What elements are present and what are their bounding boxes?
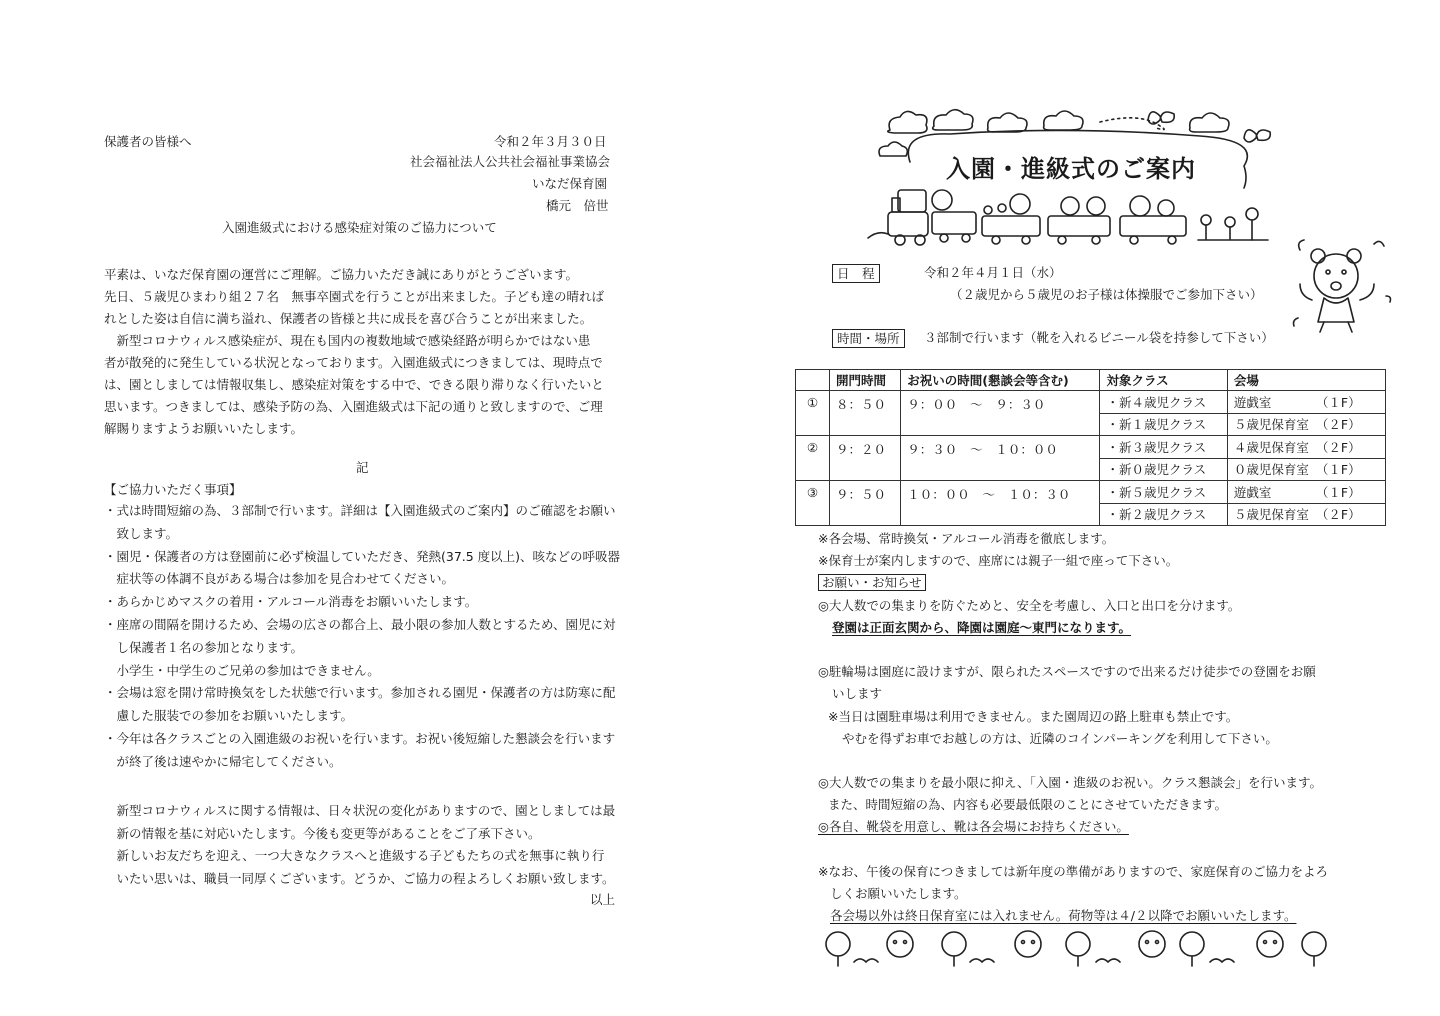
venue-cell (1227, 391, 1385, 414)
venue-cell (1227, 413, 1385, 436)
venue-room: ４歳児保育室 (1233, 439, 1309, 455)
start-time: ９：００ (907, 397, 958, 412)
venue-room: ０歳児保育室 (1233, 462, 1309, 478)
class-cell: ・新２歳児クラス (1100, 503, 1227, 526)
closing-line: 新型コロナウィルスに関する情報は、日々状況の変化がありますので、園としましては最 (104, 803, 616, 818)
class-cell: ・新３歳児クラス (1100, 436, 1227, 459)
train-icon (868, 190, 1186, 245)
ki-heading: 記 (356, 460, 369, 475)
author-name: 橋元 倍世 (546, 198, 609, 213)
venue-cell (1227, 436, 1385, 459)
closing-paragraph (104, 800, 634, 890)
note-line: ◎大人数での集まりを防ぐためと、安全を考慮し、入口と出口を分けます。 (818, 597, 1241, 613)
note-line: ※なお、午後の保育につきましては新年度の準備がありますので、家庭保育のご協力をよろ (818, 863, 1328, 879)
note-line: ◎大人数での集まりを最小限に抑え、「入園・進級のお祝い。クラス懇談会」を行います。 (818, 775, 1323, 791)
luggage-note: 各会場以外は終日保育室には入れません。荷物等は４/２以降でお願いいたします。 (830, 908, 1297, 924)
cloud-icon (933, 110, 973, 130)
cloud-icon (1044, 111, 1083, 130)
event-title: 入園・進級式のご案内 (946, 155, 1196, 183)
session-number: ① (796, 391, 830, 436)
list-item: ・あらかじめマスクの着用・アルコール消毒をお願いいたします。 (104, 594, 478, 610)
header-cell: 開門時間 (830, 370, 901, 391)
range-separator: ～ (982, 487, 996, 502)
venue-floor: （２F） (1315, 439, 1361, 455)
list-item: 症状等の体調不良がある場合は参加を見合わせてください。 (104, 571, 455, 587)
list-item: ・今年は各クラスごとの入園進級のお祝いを行います。お祝い後短縮した懇談会を行います (104, 730, 616, 746)
animal-faces-icon (932, 190, 1174, 216)
list-item: 慮した服装での参加をお願いいたします。 (104, 708, 354, 724)
butterfly-icon (1148, 112, 1174, 124)
spacer (818, 639, 1418, 661)
spacer (818, 750, 1418, 772)
session-number: ② (796, 436, 830, 481)
celebration-time (901, 391, 1100, 436)
venue-cell (1227, 503, 1385, 526)
schedule-table (795, 369, 1386, 526)
cloud-icon (988, 113, 1027, 132)
list-item: ・座席の間隔を開けるため、会場の広さの都合上、最小限の参加人数とするため、園児に対 (104, 616, 616, 632)
gate-open-time: ８：５０ (830, 391, 901, 436)
venue-cell (1227, 458, 1385, 481)
range-separator: ～ (970, 397, 983, 412)
celebration-time (901, 481, 1100, 526)
session-number: ③ (796, 481, 830, 526)
note-line: ◎駐輪場は園庭に設けますが、限られたスペースですので出来るだけ徒歩での登園をお願 (818, 664, 1316, 680)
venue-room: 遊戯室 (1233, 484, 1272, 500)
list-item: ・式は時間短縮の為、３部制で行います。詳細は【入園進級式のご案内】のご確認をお願い (104, 503, 616, 518)
event-date: 令和２年４月１日（水） (924, 265, 1062, 280)
venue-floor: （１F） (1315, 484, 1361, 500)
body-line: 解賜りますようお願いいたします。 (104, 421, 304, 436)
body-line: は、園としましては情報収集し、感染症対策をする中で、できる限り滞りなく行いたいと (104, 377, 604, 392)
class-cell: ・新０歳児クラス (1100, 458, 1227, 481)
body-line: 思います。つきましては、感染予防の為、入園進級式は下記の通りと致しますので、ご理 (104, 399, 603, 414)
spacer (818, 839, 1418, 861)
flower-icon (1198, 208, 1268, 240)
letter-date: 令和２年３月３０日 (494, 134, 607, 149)
event-date-note: （２歳児から５歳児のお子様は体操服でご参加下さい） (950, 287, 1263, 302)
celebration-time (901, 436, 1100, 481)
venue-floor: （２F） (1315, 417, 1361, 433)
note-line: ※各会場、常時換気・アルコール消毒を徹底します。 (818, 531, 1115, 546)
list-item: ・園児・保護者の方は登園前に必ず検温していただき、発熱(37.5 度以上)、咳などの呼吸器 (104, 548, 621, 564)
bottom-border-icon (826, 931, 1326, 966)
header-cell: 対象クラス (1100, 370, 1227, 391)
table-header-row (796, 370, 1386, 391)
cooperation-list (104, 500, 634, 774)
header-cell (796, 370, 830, 391)
note-line: やむを得ずお車でお越しの方は、近隣のコインパーキングを利用して下さい。 (842, 730, 1278, 746)
header-cell: お祝いの時間(懇談会等含む) (901, 370, 1100, 391)
entry-exit-detail: 登園は正面玄関から、降園は園庭～東門になります。 (832, 619, 1132, 635)
cooperation-heading: 【ご協力いただく事項】 (104, 482, 242, 497)
time-place-label: 時間・場所 (832, 329, 905, 348)
venue-floor: （１F） (1315, 394, 1361, 410)
end-time: １０：００ (995, 442, 1058, 457)
closing-line: 新の情報を基に対応いたします。今後も変更等があることをご了承下さい。 (104, 825, 541, 841)
cloud-icon (879, 142, 907, 156)
note-line: また、時間短縮の為、内容も必要最低限のことにさせていただきます。 (828, 797, 1228, 813)
time-place-value: ３部制で行います（靴を入れるビニール袋を持参して下さい） (924, 330, 1274, 345)
table-row (796, 436, 1386, 459)
range-separator: ～ (970, 442, 983, 457)
list-item: 致します。 (104, 525, 179, 541)
list-item: ・会場は窓を開け常時換気をした状態で行います。参加される園児・保護者の方は防寒に配 (104, 685, 616, 701)
bear-mascot-icon (1294, 240, 1391, 332)
note-line: ※当日は園駐車場は利用できません。また園周辺の路上駐車も禁止です。 (828, 708, 1239, 724)
cloud-icon (1190, 113, 1229, 132)
list-item: 小学生・中学生のご兄弟の参加はできません。 (104, 662, 380, 678)
note-line: いします (832, 686, 883, 702)
notes-section (818, 528, 1418, 927)
date-label: 日 程 (832, 264, 880, 283)
venue-cell (1227, 481, 1385, 504)
butterfly-icon (1244, 130, 1270, 142)
note-line (818, 617, 1418, 639)
list-item: し保護者１名の参加となります。 (104, 639, 304, 655)
ijou-closing: 以上 (590, 892, 616, 907)
body-line: れとした姿は自信に満ち溢れ、保護者の皆様と共に成長を喜び合うことが出来ました。 (104, 311, 593, 326)
letter-subject: 入園進級式における感染症対策のご協力について (222, 220, 497, 235)
venue-room: 遊戯室 (1233, 394, 1272, 410)
note-line (818, 816, 1418, 838)
school-name: いなだ保育園 (532, 176, 608, 191)
body-line: 先日、５歳児ひまわり組２７名 無事卒園式を行うことが出来ました。子ども達の晴れば (104, 289, 605, 304)
note-line: ※保育士が案内しますので、座席には親子一組で座って下さい。 (818, 553, 1179, 569)
closing-line: 新しいお友だちを迎え、一つ大きなクラスへと進級する子どもたちの式を無事に執り行 (104, 848, 605, 863)
start-time: ９：３０ (907, 442, 958, 457)
organization-name: 社会福祉法人公共社会福祉事業協会 (410, 154, 611, 169)
dotted-trail (1100, 118, 1164, 130)
table-row (796, 391, 1386, 414)
header-cell: 会場 (1227, 370, 1385, 391)
body-line: 者が散発的に発生している状況となっております。入園進級式につきましては、現時点で (104, 355, 603, 370)
note-line (818, 572, 1418, 594)
note-line (818, 905, 1418, 927)
gate-open-time: ９：５０ (830, 481, 901, 526)
shoe-bag-note: ◎各自、靴袋を用意し、靴は各会場にお持ちください。 (818, 819, 1129, 835)
start-time: １０：００ (907, 487, 970, 502)
body-line: 新型コロナウィルス感染症が、現在も国内の複数地域で感染経路が明らかではない患 (104, 333, 591, 348)
gate-open-time: ９：２０ (830, 436, 901, 481)
letter-body (104, 264, 624, 440)
addressee: 保護者の皆様へ (104, 134, 192, 149)
list-item: が終了後は速やかに帰宅してください。 (104, 753, 342, 769)
end-time: ９：３０ (995, 397, 1046, 412)
class-cell: ・新５歳児クラス (1100, 481, 1227, 504)
body-line: 平素は、いなだ保育園の運営にご理解。ご協力いただき誠にありがとうございます。 (104, 267, 579, 282)
venue-room: ５歳児保育室 (1233, 417, 1309, 433)
event-guide-page (720, 0, 1440, 1016)
cloud-icon (888, 111, 927, 133)
note-line: しくお願いいたします。 (830, 886, 967, 901)
venue-floor: （２F） (1315, 507, 1361, 523)
venue-room: ５歳児保育室 (1233, 507, 1309, 523)
venue-floor: （１F） (1315, 462, 1361, 478)
class-cell: ・新１歳児クラス (1100, 413, 1227, 436)
end-time: １０：３０ (1007, 487, 1071, 502)
table-row (796, 481, 1386, 504)
closing-line: いたい思いは、職員一同厚くございます。どうか、ご協力の程よろしくお願い致します。 (104, 870, 615, 886)
class-cell: ・新４歳児クラス (1100, 391, 1227, 414)
request-label: お願い・お知らせ (818, 574, 926, 591)
